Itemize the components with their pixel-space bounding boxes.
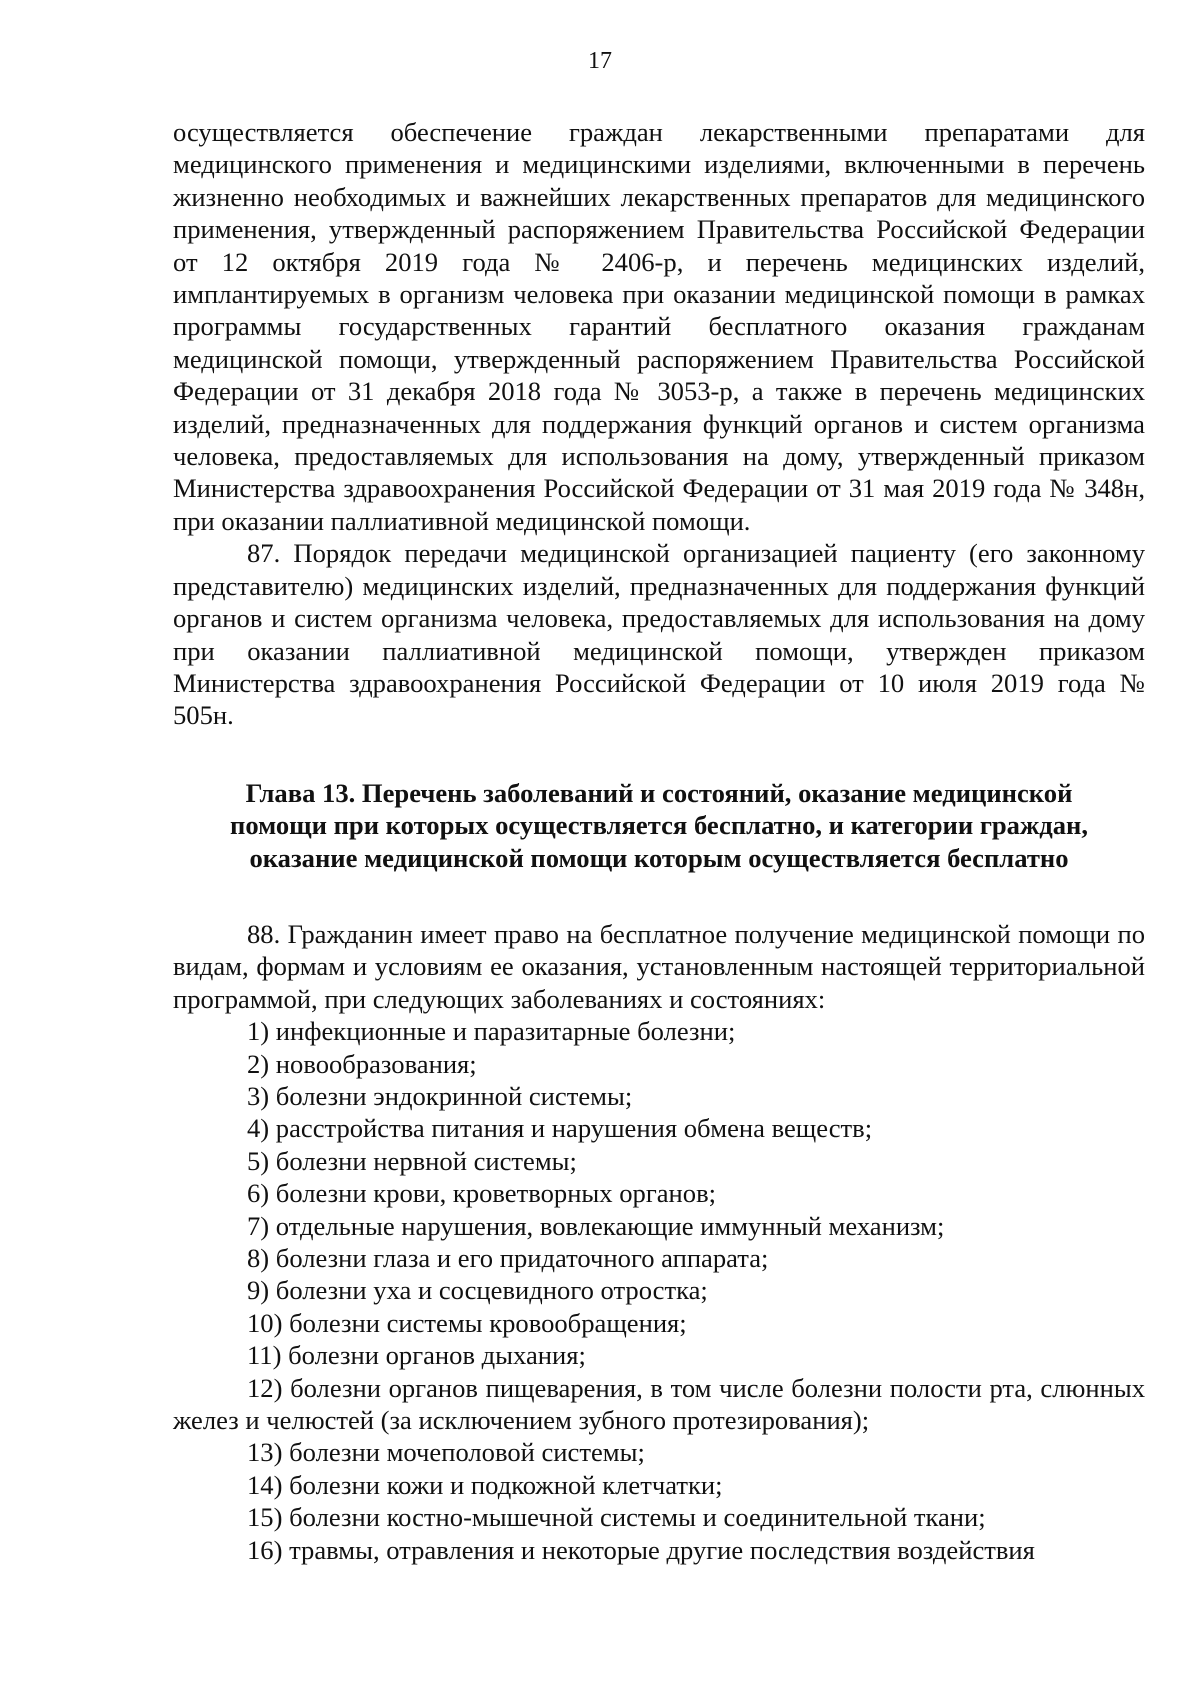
list-item: 7) отдельные нарушения, вовлекающие иммунный механизм; bbox=[247, 1210, 945, 1241]
chapter-heading-line-3: оказание медицинской помощи которым осуществляется бесплатно bbox=[249, 842, 1069, 873]
disease-list bbox=[173, 1015, 1145, 1566]
list-item: 3) болезни эндокринной системы; bbox=[247, 1080, 633, 1111]
list-item: 16) травмы, отравления и некоторые другие последствия воздействия bbox=[247, 1534, 1035, 1565]
list-item: 1) инфекционные и паразитарные болезни; bbox=[247, 1016, 736, 1047]
list-item: 8) болезни глаза и его придаточного аппарата; bbox=[247, 1243, 769, 1273]
paragraph-87: 87. Порядок передачи медицинской организацией пациенту (его законному представителю) медицинских изделий, предназначенных для поддержания функций органов и систем организма человека, предоставляемых для использования на дому при оказании паллиативной медицинской помощи, утвержден приказом Министерства здравоохранения Российской Федерации от 10 июля 2019 года № 505н. bbox=[173, 538, 1145, 731]
list-item: 13) болезни мочеполовой системы; bbox=[247, 1437, 645, 1468]
list-item: 11) болезни органов дыхания; bbox=[247, 1340, 586, 1371]
list-item: 12) болезни органов пищеварения, в том числе болезни полости рта, слюнных желез и челюстей (за исключением зубного протезирования); bbox=[173, 1372, 1145, 1436]
chapter-heading bbox=[173, 777, 1145, 874]
chapter-heading-line-2: помощи при которых осуществляется бесплатно, и категории граждан, bbox=[230, 810, 1088, 841]
list-item: 14) болезни кожи и подкожной клетчатки; bbox=[247, 1469, 723, 1500]
continuation-paragraph: осуществляется обеспечение граждан лекарственными препаратами для медицинского применения и медицинскими изделиями, включенными в перечень жизненно необходимых и важнейших лекарственных препаратов для медицинского применения, утвержденный распоряжением Правительства Российской Федерации от 12 октября 2019 года № 2406-р, и перечень медицинских изделий, имплантируемых в организм человека при оказании медицинской помощи в рамках программы государственных гарантий бесплатного оказания гражданам медицинской помощи, утвержденный распоряжением Правительства Российской Федерации от 31 декабря 2018 года № 3053-р, а также в перечень медицинских изделий, предназначенных для поддержания функций органов и систем организма человека, предоставляемых для использования на дому, утвержденный приказом Министерства здравоохранения Российской Федерации от 31 мая 2019 года № 348н, при оказании паллиативной медицинской помощи. bbox=[173, 117, 1145, 536]
chapter-heading-line-1: Глава 13. Перечень заболеваний и состояний, оказание медицинской bbox=[245, 777, 1073, 808]
paragraph-88: 88. Гражданин имеет право на бесплатное получение медицинской помощи по видам, формам и условиям ее оказания, установленным настоящей территориальной программой, при следующих заболеваниях и состояниях: bbox=[173, 918, 1145, 1014]
list-item: 6) болезни крови, кроветворных органов; bbox=[247, 1178, 717, 1209]
list-item: 9) болезни уха и сосцевидного отростка; bbox=[247, 1275, 708, 1306]
list-item: 2) новообразования; bbox=[247, 1048, 477, 1079]
page-number: 17 bbox=[588, 48, 612, 74]
document-body bbox=[173, 116, 1145, 1566]
list-item: 15) болезни костно-мышечной системы и соединительной ткани; bbox=[247, 1502, 986, 1533]
list-item: 5) болезни нервной системы; bbox=[247, 1145, 577, 1176]
list-item: 10) болезни системы кровообращения; bbox=[247, 1307, 687, 1338]
list-item: 4) расстройства питания и нарушения обмена веществ; bbox=[247, 1113, 873, 1144]
